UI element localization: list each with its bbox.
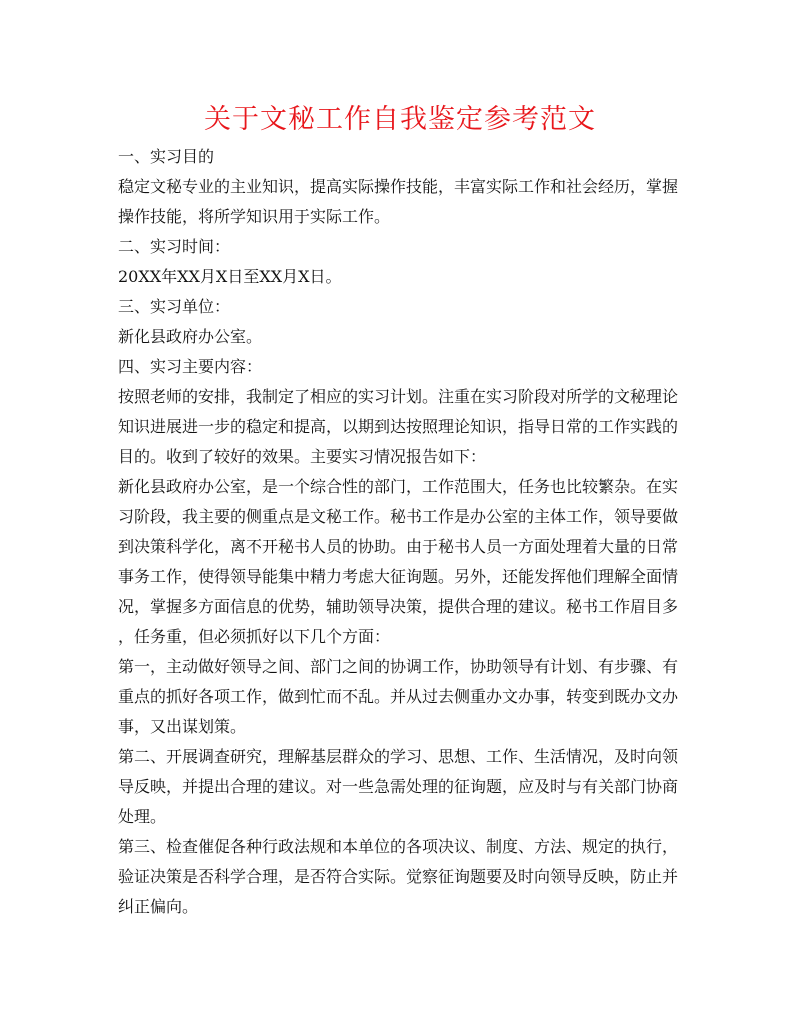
text-line: 导反映，并提出合理的建议。对一些急需处理的征询题，应及时与有关部门协商 — [118, 777, 678, 796]
text-line: 二、实习时间： — [118, 237, 231, 256]
text-line: 新化县政府办公室。 — [118, 327, 263, 346]
text-line: 第一，主动做好领导之间、部门之间的协调工作，协助领导有计划、有步骤、有 — [118, 657, 678, 676]
text-line: 新化县政府办公室，是一个综合性的部门，工作范围大，任务也比较繁杂。在实 — [118, 477, 678, 496]
text-line: 20XX年XX月X日至XX月X日。 — [118, 267, 342, 286]
document-body — [118, 142, 678, 922]
text-line: 处理。 — [118, 807, 167, 826]
text-line: 况，掌握多方面信息的优势，辅助领导决策，提供合理的建议。秘书工作眉目多 — [118, 597, 678, 616]
text-line: 验证决策是否科学合理，是否符合实际。觉察征询题要及时向领导反映，防止并 — [118, 867, 678, 886]
text-line: 按照老师的安排，我制定了相应的实习计划。注重在实习阶段对所学的文秘理论 — [118, 387, 678, 406]
text-line: 第二、开展调查研究，理解基层群众的学习、思想、工作、生活情况，及时向领 — [118, 747, 678, 766]
document-title: 关于文秘工作自我鉴定参考范文 — [204, 104, 596, 135]
text-line: 事，又出谋划策。 — [118, 717, 247, 736]
text-line: 纠正偏向。 — [118, 897, 199, 916]
text-line: 第三、检查催促各种行政法规和本单位的各项决议、制度、方法、规定的执行， — [118, 837, 678, 856]
text-line: 目的。收到了较好的效果。主要实习情况报告如下： — [118, 447, 487, 466]
text-line: 习阶段，我主要的侧重点是文秘工作。秘书工作是办公室的主体工作，领导要做 — [118, 507, 678, 526]
text-line: 到决策科学化，离不开秘书人员的协助。由于秘书人员一方面处理着大量的日常 — [118, 537, 678, 556]
text-line: 一、实习目的 — [118, 147, 215, 166]
text-line: 三、实习单位： — [118, 297, 231, 316]
text-line: 重点的抓好各项工作，做到忙而不乱。并从过去侧重办文办事，转变到既办文办 — [118, 687, 678, 706]
text-line: 四、实习主要内容： — [118, 357, 263, 376]
text-line: ，任务重，但必须抓好以下几个方面： — [118, 627, 391, 646]
text-line: 知识进展进一步的稳定和提高，以期到达按照理论知识，指导日常的工作实践的 — [118, 417, 678, 436]
text-line: 稳定文秘专业的主业知识，提高实际操作技能，丰富实际工作和社会经历，掌握 — [118, 177, 678, 196]
text-line: 事务工作，使得领导能集中精力考虑大征询题。另外，还能发挥他们理解全面情 — [118, 567, 678, 586]
text-line: 操作技能，将所学知识用于实际工作。 — [118, 207, 391, 226]
